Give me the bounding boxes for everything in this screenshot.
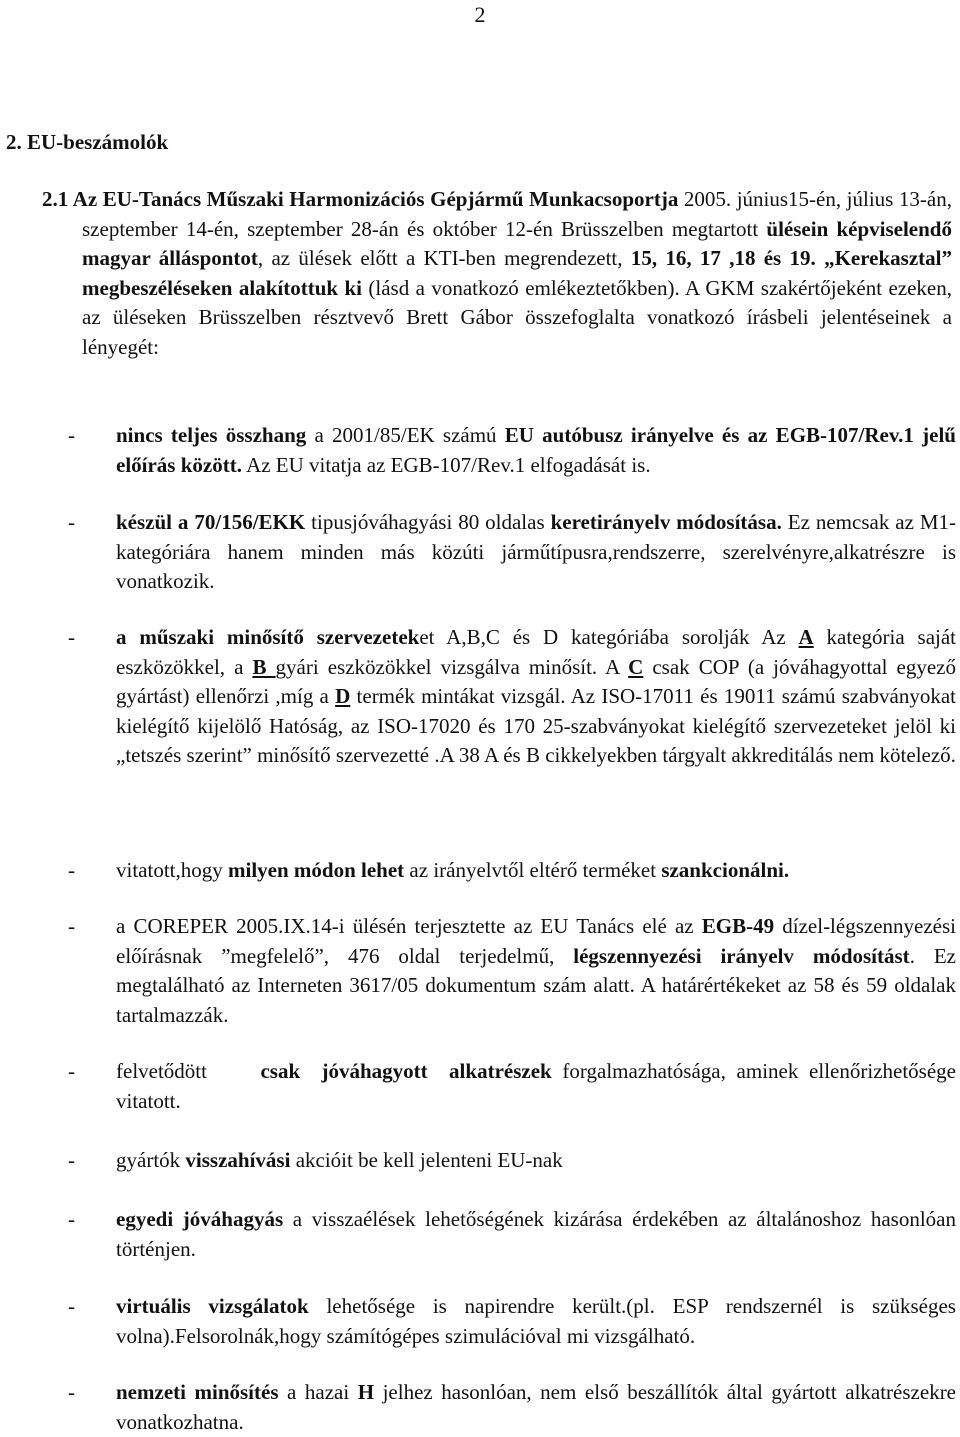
- bullet-dash: -: [68, 1207, 75, 1231]
- page-number: 2: [474, 2, 486, 27]
- bullet-item-9: - virtuális vizsgálatok lehetősége is napirendre került.(pl. ESP rendszernél is szükséges volna).Felsorolnák,hogy számítógépes szimulációval mi vizsgálható.: [68, 1294, 956, 1348]
- bullet-dash: -: [68, 510, 75, 534]
- bullet-dash: -: [68, 1148, 75, 1172]
- bullet-dash: -: [68, 1059, 75, 1083]
- section-heading: 2. EU-beszámolók: [6, 130, 169, 154]
- bullet-item-3: - a műszaki minősítő szervezeteket A,B,C és D kategóriába sorolják Az A kategória saját eszközökkel, a B gyári eszközökkel vizsgálva minősít. A C csak COP (a jóváhagyottal egyező gyártást) ellenőrzi ,míg a D termék mintákat vizsgál. Az ISO-17011 és 19011 számú szabványokat kielégítő kijelölő Hatóság, az ISO-17020 és 170 25-szabványokat kielégítő szervezeteket jelöl ki „tetszés szerint” minősítő szervezetté .A 38 A és B cikkelyekben tárgyalt akkreditálás nem kötelező.: [68, 625, 957, 767]
- subsection-heading: 2.1 Az EU-Tanács Műszaki Harmonizációs Gépjármű Munkacsoportja: [42, 187, 679, 211]
- intro-paragraph: 2.1 Az EU-Tanács Műszaki Harmonizációs Gépjármű Munkacsoportja 2005. június15-én, július 13-án, szeptember 14-én, szeptember 28-án és október 12-én Brüsszelben megtartott ülésein képviselendő magyar álláspontot, az ülések előtt a KTI-ben megrendezett, 15, 16, 17 ,18 és 19. „Kerekasztal” megbeszéléseken alakítottuk ki (lásd a vonatkozó emlékeztetőkben). A GKM szakértőjeként ezeken, az üléseken Brüsszelben résztvevő Brett Gábor összefoglalta vonatkozó írásbeli jelentéseinek a lényegét:: [42, 187, 952, 359]
- bullet-dash: -: [68, 858, 75, 882]
- bullet-dash: -: [68, 625, 75, 649]
- bullet-item-5: - a COREPER 2005.IX.14-i ülésén terjesztette az EU Tanács elé az EGB-49 dízel-légszennyezési előírásnak ”megfelelő”, 476 oldal terjedelmű, légszennyezési irányelv módosítást. Ez megtalálható az Interneten 3617/05 dokumentum szám alatt. A határértékeket az 58 és 59 oldalak tartalmazzák.: [68, 914, 956, 1027]
- bullet-dash: -: [68, 1380, 75, 1404]
- bullet-dash: -: [68, 1294, 75, 1318]
- bullet-item-2: - készül a 70/156/EKK tipusjóváhagyási 80 oldalas keretirányelv módosítása. Ez nemcsak az M1-kategóriára hanem minden más közúti járműtípusra,rendszerre, szerelvényre,alkatrészre is vonatkozik.: [68, 510, 957, 593]
- bullet-item-1: - nincs teljes összhang a 2001/85/EK számú EU autóbusz irányelve és az EGB-107/Rev.1 jelű előírás között. Az EU vitatja az EGB-107/Rev.1 elfogadását is.: [68, 423, 956, 477]
- bullet-item-10: - nemzeti minősítés a hazai H jelhez hasonlóan, nem első beszállítók által gyártott alkatrészekre vonatkozhatna.: [68, 1380, 957, 1434]
- bullet-dash: -: [68, 914, 75, 938]
- bullet-item-7: - gyártók visszahívási akcióit be kell jelenteni EU-nak: [116, 1146, 956, 1176]
- bullet-item-6: - felvetődött csak jóváhagyott alkatrészek forgalmazhatósága, aminek ellenőrizhetősége vitatott.: [68, 1059, 956, 1113]
- bullet-item-8: - egyedi jóváhagyás a visszaélések lehetőségének kizárása érdekében az általánoshoz hasonlóan történjen.: [68, 1207, 956, 1261]
- bullet-item-4: - vitatott,hogy milyen módon lehet az irányelvtől eltérő terméket szankcionálni.: [116, 856, 956, 886]
- bullet-dash: -: [68, 423, 75, 447]
